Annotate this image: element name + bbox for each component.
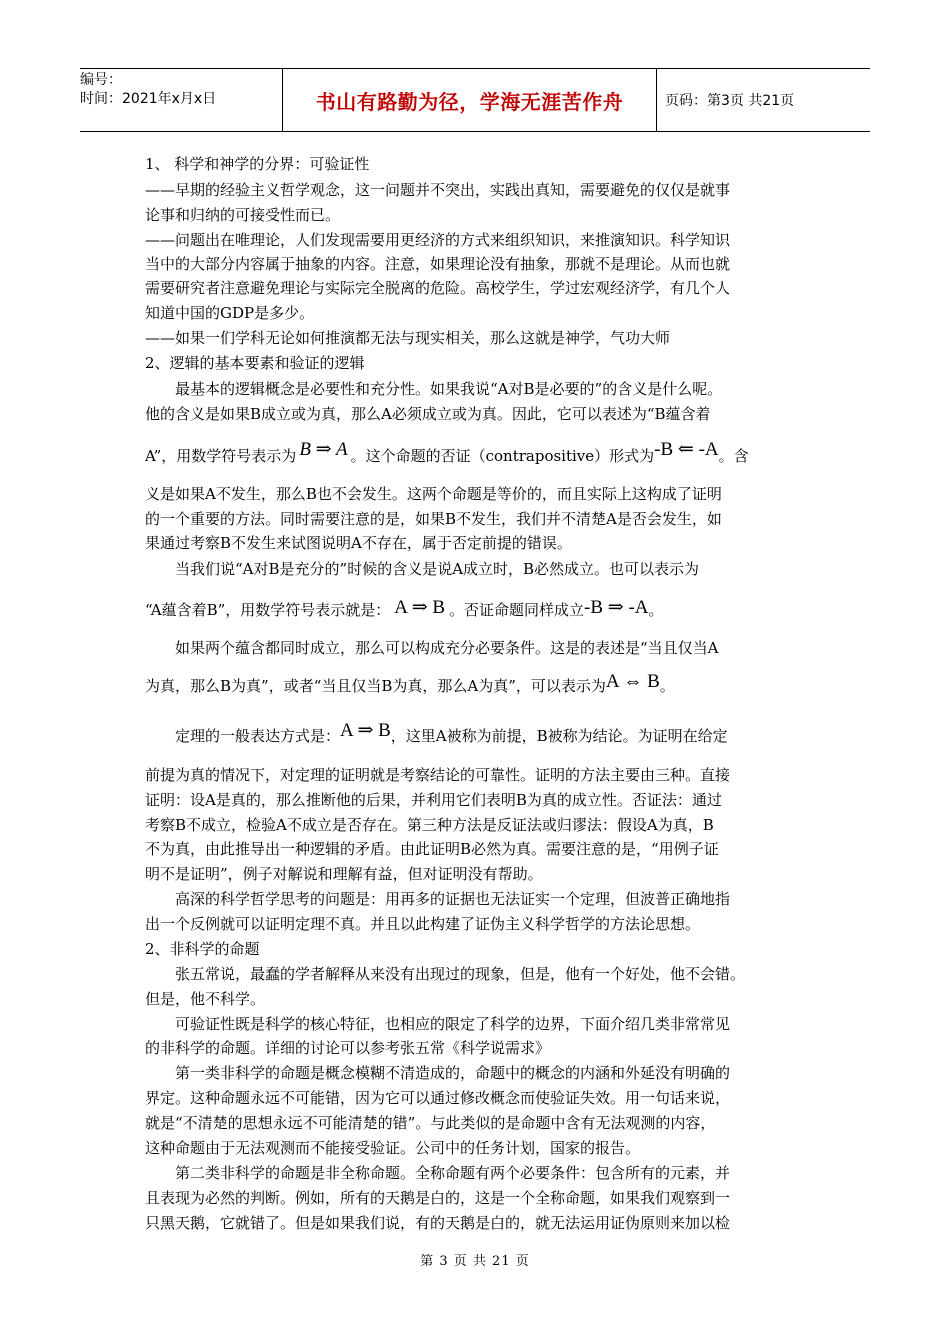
text-line: 考察B不成立，检验A不成立是否存在。第三种方法是反证法或归谬法：假设A为真，B	[145, 816, 714, 834]
text-line: 他的含义是如果B成立或为真，那么A必须成立或为真。因此，它可以表述为“B蕴含着	[145, 405, 711, 423]
text-line: 出一个反例就可以证明定理不真。并且以此构建了证伪主义科学哲学的方法论思想。	[145, 915, 701, 933]
formula-line	[145, 671, 675, 696]
formula-line	[175, 720, 728, 746]
text-line: 可验证性既是科学的核心特征，也相应的限定了科学的边界，下面介绍几类非常常见	[175, 1015, 731, 1033]
formula-contrapositive: -B ⇒ -A	[584, 597, 649, 618]
formula-line	[145, 597, 664, 620]
formula-line	[145, 439, 749, 466]
heading-1: 1、 科学和神学的分界：可验证性	[145, 155, 370, 173]
text-line: 高深的科学哲学思考的问题是：用再多的证据也无法证实一个定理，但波普正确地指	[175, 890, 731, 908]
text-line: 只黑天鹅，它就错了。但是如果我们说，有的天鹅是白的，就无法运用证伪原则来加以检	[145, 1214, 731, 1232]
text-line: ——如果一们学科无论如何推演都无法与现实相关，那么这就是神学，气功大师	[145, 329, 671, 347]
text-line: 但是，他不科学。	[145, 990, 266, 1008]
number-label: 编号：	[80, 72, 122, 88]
text-line: 如果两个蕴含都同时成立，那么可以构成充分必要条件。这是的表述是“当且仅当A	[175, 639, 719, 657]
text-line: 果通过考察B不发生来试图说明A不存在，属于否定前提的错误。	[145, 534, 572, 552]
text-line: ——早期的经验主义哲学观念，这一问题并不突出，实践出真知，需要避免的仅仅是就事	[145, 181, 731, 199]
text-line: 证明：设A是真的，那么推断他的后果，并利用它们表明B为真的成立性。否证法：通过	[145, 791, 722, 809]
text-line: 这种命题由于无法观测而不能接受验证。公司中的任务计划，国家的报告。	[145, 1139, 641, 1157]
text-line: 就是“不清楚的思想永远不可能清楚的错”。与此类似的是命题中含有无法观测的内容，	[145, 1114, 716, 1132]
text-segment: “A蕴含着B”，用数学符号表示就是：	[145, 601, 391, 619]
formula-contrapositive: -B ⇐ -A	[654, 439, 719, 460]
text-line: 当中的大部分内容属于抽象的内容。注意，如果理论没有抽象，那就不是理论。从而也就	[145, 255, 731, 273]
text-line: 明不是证明”，例子对解说和理解有益，但对证明没有帮助。	[145, 865, 543, 883]
text-line: 第二类非科学的命题是非全称命题。全称命题有两个必要条件：包含所有的元素，并	[175, 1164, 731, 1182]
heading-3: 2、非科学的命题	[145, 940, 260, 958]
header-motto-cell	[283, 69, 657, 131]
text-line: 第一类非科学的命题是概念模糊不清造成的，命题中的概念的内涵和外延没有明确的	[175, 1064, 731, 1082]
text-segment: 。	[659, 677, 675, 695]
formula-b-implies-a: B ⇒ A	[299, 439, 348, 460]
page-footer: 第 3 页 共 21 页	[420, 1254, 530, 1269]
text-line: 不为真，由此推导出一种逻辑的矛盾。由此证明B必然为真。需要注意的是，“用例子证	[145, 840, 719, 858]
text-segment: 。这个命题的否证（contrapositive）形式为	[350, 447, 655, 465]
text-segment: 。否证命题同样成立	[449, 601, 585, 619]
heading-2: 2、逻辑的基本要素和验证的逻辑	[145, 354, 365, 372]
text-segment: ，这里A被称为前提，B被称为结论。为证明在给定	[390, 727, 728, 745]
text-segment: A”，用数学符号表示为	[145, 447, 297, 465]
text-line: 需要研究者注意避免理论与实际完全脱离的危险。高校学生，学过宏观经济学，有几个人	[145, 279, 731, 297]
text-line: 最基本的逻辑概念是必要性和充分性。如果我说“A对B是必要的”的含义是什么呢。	[175, 380, 723, 398]
header-page-cell	[657, 69, 870, 131]
header-meta	[80, 69, 283, 131]
formula-iff: A ⇔ B	[605, 671, 660, 692]
page-header	[80, 68, 870, 132]
text-line: 知道中国的GDP是多少。	[145, 304, 315, 322]
formula-theorem: A ⇒ B	[340, 720, 391, 741]
text-line: 义是如果A不发生，那么B也不会发生。这两个命题是等价的，而且实际上这构成了证明	[145, 485, 722, 503]
text-segment: 。含	[718, 447, 749, 465]
text-line: 前提为真的情况下，对定理的证明就是考察结论的可靠性。证明的方法主要由三种。直接	[145, 766, 731, 784]
text-line: 的一个重要的方法。同时需要注意的是，如果B不发生，我们并不清楚A是否会发生，如	[145, 510, 722, 528]
text-line: 的非科学的命题。详细的讨论可以参考张五常《科学说需求》	[145, 1039, 551, 1057]
text-line: 界定。这种命题永远不可能错，因为它可以通过修改概念而使验证失效。用一句话来说，	[145, 1089, 731, 1107]
time-label: 时间：2021年x月x日	[80, 91, 217, 107]
motto: 书山有路勤为径，学海无涯苦作舟	[315, 89, 624, 114]
text-line: ——问题出在唯理论，人们发现需要用更经济的方式来组织知识，来推演知识。科学知识	[145, 231, 731, 249]
formula-a-implies-b: A ⇒ B	[394, 597, 446, 618]
text-line: 且表现为必然的判断。例如，所有的天鹅是白的，这是一个全称命题，如果我们观察到一	[145, 1189, 731, 1207]
text-segment: 。	[648, 601, 664, 619]
text-segment: 为真，那么B为真”，或者“当且仅当B为真，那么A为真”，可以表示为	[145, 677, 606, 695]
page-code: 页码：第3页 共21页	[665, 93, 795, 109]
text-line: 张五常说，最蠢的学者解释从来没有出现过的现象，但是，他有一个好处，他不会错。	[175, 965, 746, 983]
text-line: 当我们说“A对B是充分的”时候的含义是说A成立时，B必然成立。也可以表示为	[175, 560, 700, 578]
text-segment: 定理的一般表达方式是：	[175, 727, 341, 745]
text-line: 论事和归纳的可接受性而已。	[145, 206, 341, 224]
